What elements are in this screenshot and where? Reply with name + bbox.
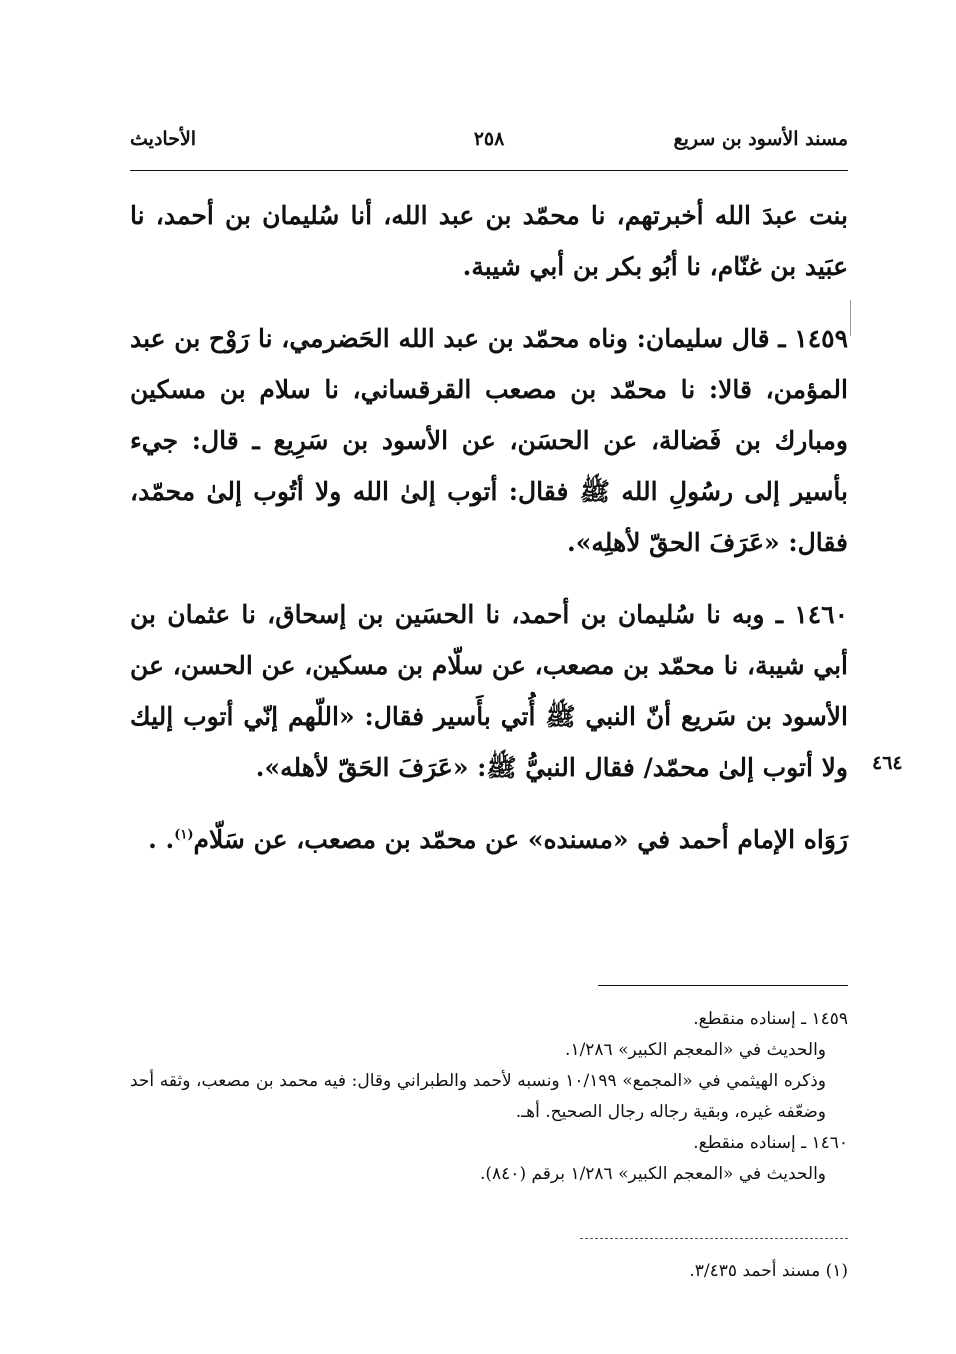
- hadith-text-1460: ـ وبه نا سُليمان بن أحمد، نا الحسَين بن إسحاق، نا عثمان بن أبي شيبة، نا محمّد بن مصعب، عن سلّام بن مسكين، عن الحسن، عن الأسود بن سَريع أنّ النبي ﷺ أُتي بأَسير فقال: «اللّهم إنّي أتوب إليك ولا أتوب إلىٰ محمّد/ فقال النبيُّ ﷺ: «عَرَفَ الحَقّ لأهله».: [130, 600, 848, 782]
- footnote-line: وذكره الهيثمي في «المجمع» ١٠/١٩٩ ونسبه لأحمد والطبراني وقال: فيه محمد بن مصعب، وثقه أحد وضعّفه غيره، وبقية رجاله رجال الصحيح. أهـ.: [130, 1071, 826, 1122]
- bottom-footnote-divider: [580, 1238, 848, 1239]
- hadith-1459: [130, 313, 848, 568]
- footnote-ref-1: (١): [174, 827, 194, 843]
- riwaya-text: رَوَاه الإمام أحمد في «مسنده» عن محمّد بن مصعب، عن سَلّام: [193, 825, 848, 854]
- hadith-number-1459: ١٤٥٩: [794, 324, 848, 353]
- footnote-1: (١) مسند أحمد ٣/٤٣٥.: [689, 1261, 848, 1281]
- footnotes: [130, 1004, 848, 1190]
- footnote-line: ١٤٥٩ ـ إسناده منقطع.: [693, 1009, 848, 1029]
- margin-page-ref: ٤٦٤: [872, 752, 903, 774]
- hadith-text-1459: ـ قال سليمان: وناه محمّد بن عبد الله الحَضرمي، نا رَوْح بن عبد المؤمن، قالا: نا محمّد بن مصعب القرقساني، نا سلام بن مسكين ومبارك بن فَضالة، عن الحسَن، عن الأسود بن سَرِيع ـ قال: جيء بأسير إلى رسُولِ الله ﷺ فقال: أتوب إلىٰ الله ولا أتُوب إلىٰ محمّد، فقال: «عَرَفَ الحقّ لأهلِه».: [130, 324, 849, 557]
- hadith-number-1460: ١٤٦٠: [794, 600, 848, 629]
- footnote-divider: [598, 985, 848, 986]
- header-book-title: مسند الأسود بن سريع: [673, 128, 848, 150]
- main-text: [130, 190, 848, 865]
- header-divider: [130, 170, 848, 171]
- page-number: ٢٥٨: [473, 128, 505, 150]
- riwaya-end: . .: [148, 825, 175, 854]
- margin-mark: [850, 300, 851, 336]
- footnote-line: ١٤٦٠ ـ إسناده منقطع.: [693, 1133, 848, 1153]
- header-section-title: الأحاديث: [130, 128, 197, 150]
- footnote-line: والحديث في «المعجم الكبير» ١/٢٨٦.: [565, 1040, 826, 1060]
- intro-paragraph: بنت عبدَ الله أخبرتهم، نا محمّد بن عبد الله، أنا سُليمان بن أحمد، نا عبَيد بن غنّام، نا أبُو بكر بن أبي شيبة.: [130, 201, 848, 281]
- riwaya-paragraph: [130, 814, 848, 865]
- footnote-line: والحديث في «المعجم الكبير» ١/٢٨٦ برقم (٨٤٠).: [479, 1164, 826, 1184]
- running-header: [130, 128, 848, 162]
- hadith-1460: [130, 589, 848, 793]
